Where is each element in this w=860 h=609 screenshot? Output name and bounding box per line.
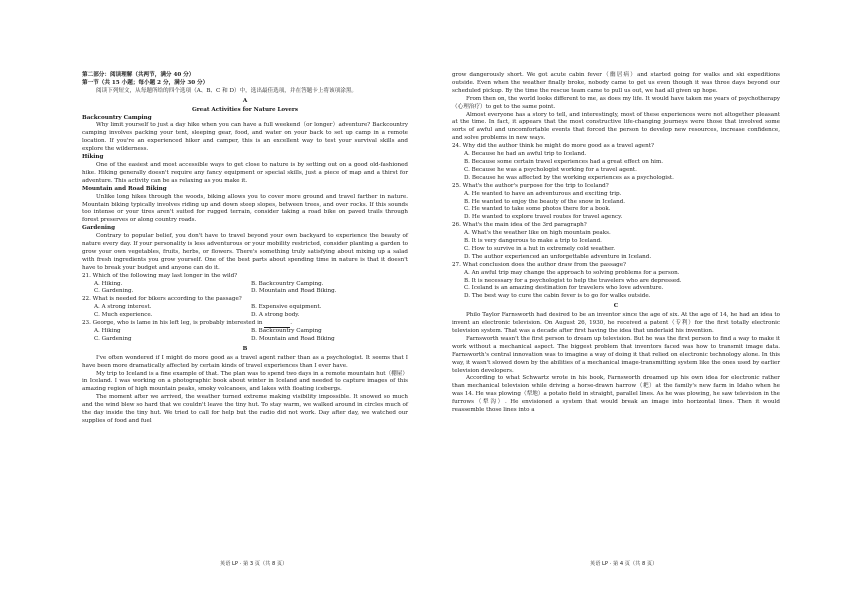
question-21-options: [82, 281, 408, 297]
option: C. Because he was a psychologist working for a travel agent.: [464, 166, 637, 173]
option: D. Mountain and Road Biking: [251, 335, 335, 342]
option: B. Backcountry Camping.: [251, 280, 324, 287]
option: D. A strong body.: [251, 312, 300, 319]
option: C. Gardening: [94, 335, 132, 342]
page-footer-left: 英语 LP · 第 3 页（共 8 页）: [220, 561, 288, 567]
passage-c-paragraph: Philo Taylor Farnsworth had desired to be an inventor since the age of six. At the age of 14, he had an idea to invent an electronic television. On August 26, 1930, he received a patent（专利）for the first totally electronic television system. That was a decade after first having the idea that underlaid his invention.: [452, 312, 780, 334]
option: D. The author experienced an unforgettable adventure in Iceland.: [464, 253, 652, 260]
option: B. Backcountry Camping: [251, 328, 322, 334]
option: C. Much experience.: [94, 312, 153, 319]
option: B. It is very dangerous to make a trip to Iceland.: [464, 238, 602, 245]
passage-b-paragraph: My trip to Iceland is a fine example of that. The plan was to spend two days in a remote mountain hut（棚屋）in Iceland. I was working on a photographic book about winter in Iceland and needed to capture images of this amazing region of high mountain peaks, smoky volcanoes, and lakes with floating icebergs.: [82, 370, 408, 393]
option: B. Because some certain travel experiences had a great effect on him.: [464, 158, 664, 165]
option: C. Gardening.: [94, 288, 134, 295]
passage-c-paragraph: Farnsworth wasn't the first person to dream up television. But he was the first person to find a way to make it work without a mechanical aspect. The biggest problem that inventors faced was how to transmit image data. Farnsworth's central innovation was to imagine a way of doing it that relied on electronic technology alone. In this way, it wasn't slowed down by the abilities of a mechanical image-transmitting system like the ones used by earlier television developers.: [452, 335, 780, 374]
passage-b-paragraph: The moment after we arrived, the weather turned extreme making visibility impossible. It snowed so much and the wind blew so hard that we couldn't leave the tiny hut. To stay warm, we walked around in circles much of the day inside the tiny hut. We tried to call for help but the radio did not work. Day after day, we watched our supplies of food and fuel: [82, 394, 408, 424]
passage-a-title: Great Activities for Nature Lovers: [191, 106, 299, 113]
option: D. Because he was affected by the working experiences as a psychologist.: [464, 174, 674, 181]
passage-a-letter: A: [242, 97, 248, 104]
backcountry-text: Why limit yourself to just a day hike when you can have a full weekend（or longer）adventure? Backcountry camping involves packing your tent, sleeping gear, food, and water on your back to set up camp in a remote location. If you're an experienced hiker and camper, this is an excellent way to test your survival skills and explore the wilderness.: [82, 122, 408, 153]
passage-c-paragraph: According to what Schwartz wrote in his book, Farnsworth dreamed up his own idea for electronic rather than mechanical television while driving a horse-drawn harrow（耙）at the family's new farm in Idaho when he was 14. He was plowing（犁地）a potato field in straight, parallel lines. As he was plowing, he saw television in the furrows（犁沟）. He envisioned a system that would break an image into horizontal lines. Then it would reassemble those lines into a: [452, 375, 780, 414]
question-23-stem: 23. George, who is lame in his left leg, is probably interested in: [82, 320, 263, 327]
option: A. Because he had an awful trip to Iceland.: [464, 151, 587, 158]
page-footer-right: 英语 LP · 第 4 页（共 8 页）: [590, 561, 658, 567]
option: D. Mountain and Road Biking.: [251, 288, 337, 295]
passage-b-paragraph: I've often wondered if I might do more good as a travel agent rather than as a psychologist. It seems that I have been more dramatically affected by certain kinds of travel experiences than I ever have.: [82, 354, 408, 369]
option: B. He wanted to enjoy the beauty of the snow in Iceland.: [464, 198, 626, 205]
passage-c-letter: C: [613, 303, 619, 310]
option: B. It is necessary for a psychologist to help the travelers who are depressed.: [464, 277, 682, 284]
left-page: [82, 72, 408, 426]
option: B. Expensive equipment.: [251, 304, 322, 311]
hiking-heading: Hiking: [82, 154, 104, 161]
option: A. What's the weather like on high mountain peaks.: [464, 230, 611, 237]
question-24: 24. Why did the author think he might do more good as a travel agent?: [452, 143, 654, 150]
option: A. Hiking: [94, 328, 121, 334]
option: A. An awful trip may change the approach to solving problems for a person.: [464, 269, 680, 276]
question-21: 21. Which of the following may last longer in the wild?: [82, 272, 238, 279]
passage-b-paragraph: From then on, the world looks different to me, as does my life. It would have taken me years of psychotherapy（心理治疗）to get to the same point.: [452, 95, 780, 110]
option: D. He wanted to explore travel routes for travel agency.: [464, 214, 623, 221]
passage-b-continued: grow dangerously short. We got acute cabin fever（幽居病）and started going for walks and ski expeditions outside. Even when the weather finally broke, nobody came to get us even though it was three days beyond our scheduled pickup. By the time the rescue team came to pull us out, we had all given up hope.: [452, 72, 780, 94]
option: C. He wanted to take some photos there for a book.: [464, 206, 611, 213]
question-22: 22. What is needed for bikers according to the passage?: [82, 296, 242, 303]
option: C. Iceland is an amazing destination for travelers who love adventure.: [464, 285, 664, 292]
question-23-options: [82, 328, 408, 344]
biking-heading: Mountain and Road Biking: [82, 185, 167, 192]
option: A. He wanted to have an adventurous and exciting trip.: [464, 190, 622, 197]
option: A. Hiking.: [94, 280, 123, 287]
question-23-end: .: [290, 320, 293, 327]
passage-b-paragraph: Almost everyone has a story to tell, and interestingly, most of these experiences were not altogether pleasant at the time. In fact, it appears that the most constructive life-changing journeys were those that involved some sorts of awful and uncomfortable events that forced the person to develop new resources, increase confidence, and solve problems in new ways.: [452, 111, 780, 142]
question-27: 27. What conclusion does the author draw from the passage?: [452, 261, 627, 268]
question-23: [82, 320, 408, 328]
section-title: 第一节（共 15 小题；每小题 2 分，满分 30 分）: [82, 79, 209, 86]
question-26: 26. What's the main idea of the 3rd paragraph?: [452, 222, 587, 229]
biking-text: Unlike long hikes through the woods, biking allows you to cover more ground and travel farther in nature. Mountain biking typically involves riding up and down steep slopes, between trees, and over rocks. If this sounds too intense or your tires aren't suited for rugged terrain, consider taking a road bike on paved trails through forest preserves or along country roads.: [82, 193, 408, 224]
instruction: 阅读下列短文，从每题所给的四个选项（A、B、C 和 D）中，选出最佳选项，并在答题卡上将该项涂黑。: [96, 87, 358, 94]
option: A. A strong interest.: [94, 304, 152, 311]
backcountry-heading: Backcountry Camping: [82, 114, 152, 121]
hiking-text: One of the easiest and most accessible ways to get close to nature is by setting out on a good old-fashioned hike. Hiking generally doesn't require any fancy equipment or special skills, just a piece of map and a thirst for adventure. This activity can be as relaxing as you make it.: [82, 161, 408, 184]
passage-b-letter: B: [242, 345, 248, 352]
option: D. The best way to cure the cabin fever is to go for walks outside.: [464, 293, 651, 300]
gardening-heading: Gardening: [82, 225, 115, 232]
part-title: 第二部分：阅读理解（共两节，满分 40 分）: [82, 72, 195, 78]
gardening-text: Contrary to popular belief, you don't have to travel beyond your own backyard to experience the beauty of nature every day. If your personality is less adventurous or your mobility restricted, consider planting a garden to grow your own vegetables, fruits, herbs, or flowers. There's something truly satisfying about mixing up a salad with fresh ingredients you grow yourself. One of the best parts about spending time in nature is that it doesn't have to break your budget and anyone can do it.: [82, 233, 408, 271]
question-22-options: [82, 304, 408, 320]
question-25: 25. What's the author's purpose for the trip to Iceland?: [452, 182, 609, 189]
right-page: [452, 72, 780, 415]
option: C. How to survive in a hut in extremely cold weather.: [464, 245, 615, 252]
